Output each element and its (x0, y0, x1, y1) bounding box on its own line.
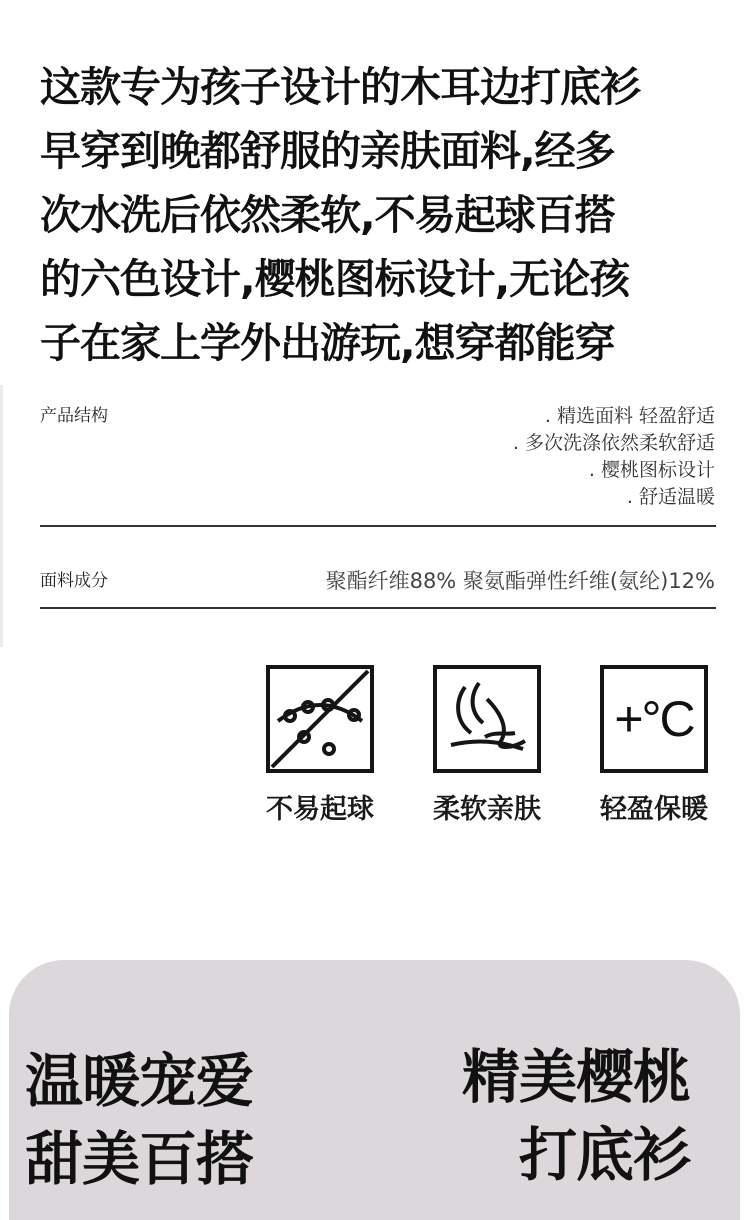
feature-item: . 舒适温暖 (626, 486, 715, 508)
feature-item: . 多次洗涤依然柔软舒适 (512, 432, 715, 454)
divider-line (40, 525, 716, 527)
icon-label: 轻盈保暖 (600, 794, 708, 825)
icon-label: 不易起球 (266, 794, 374, 825)
panel-left-heading (25, 1042, 253, 1198)
soft-skin-icon (433, 665, 541, 773)
intro-line: 早穿到晚都舒服的亲肤面料,经多 (40, 127, 615, 175)
feature-warmth (591, 665, 721, 826)
intro-line: 子在家上学外出游玩,想穿都能穿 (40, 319, 615, 367)
icon-label: 柔软亲肤 (433, 794, 541, 825)
intro-line: 的六色设计,樱桃图标设计,无论孩 (40, 255, 630, 303)
composition-value: 聚酯纤维88% 聚氨酯弹性纤维(氨纶)12% (325, 569, 715, 593)
composition-label: 面料成分 (40, 571, 108, 591)
warmth-icon (600, 665, 708, 773)
intro-line: 次水洗后依然柔软,不易起球百搭 (40, 191, 615, 239)
panel-heading-line: 打底衫 (518, 1121, 690, 1189)
feature-icons (257, 665, 727, 835)
divider-line (40, 607, 716, 609)
structure-label: 产品结构 (40, 406, 108, 426)
anti-pilling-icon (266, 665, 374, 773)
promo-panel (9, 960, 740, 1220)
feature-item: . 精选面料 轻盈舒适 (544, 405, 715, 427)
edge-divider (0, 385, 3, 647)
panel-right-heading (462, 1038, 690, 1194)
panel-heading-line: 温暖宠爱 (25, 1047, 254, 1115)
feature-list (513, 403, 715, 511)
feature-anti-pilling (257, 665, 387, 826)
intro-line: 这款专为孩子设计的木耳边打底衫 (40, 63, 640, 111)
panel-heading-line: 精美樱桃 (461, 1043, 690, 1111)
feature-soft-skin (424, 665, 554, 826)
feature-item: . 樱桃图标设计 (588, 459, 715, 481)
panel-heading-line: 甜美百搭 (25, 1125, 254, 1193)
celsius-symbol: +°C (614, 691, 694, 747)
intro-paragraph (40, 55, 720, 375)
